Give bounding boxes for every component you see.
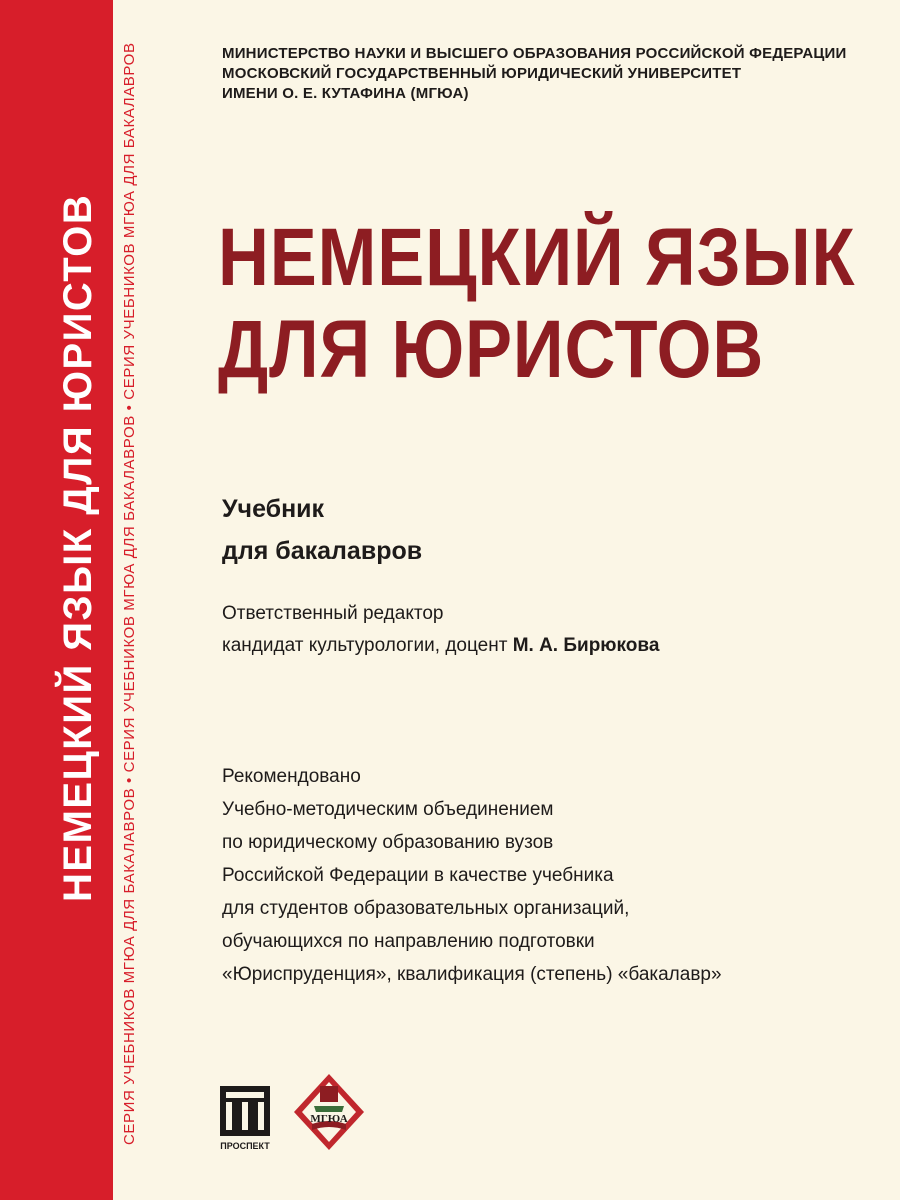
editor-degree: кандидат культурологии, доцент xyxy=(222,635,508,656)
recommendation-line: обучающихся по направлению подготовки xyxy=(222,931,595,952)
book-title-line-2: ДЛЯ ЮРИСТОВ xyxy=(218,304,765,395)
recommendation-line: Учебно-методическим объединением xyxy=(222,799,554,820)
book-subtitle xyxy=(222,488,422,572)
org-ministry: МИНИСТЕРСТВО НАУКИ И ВЫСШЕГО ОБРАЗОВАНИЯ РОССИЙСКОЙ ФЕДЕРАЦИИ xyxy=(222,45,847,62)
book-title-line-1: НЕМЕЦКИЙ ЯЗЫК xyxy=(218,212,856,303)
series-text-left: СЕРИЯ УЧЕБНИКОВ МГЮА ДЛЯ БАКАЛАВРОВ • СЕРИЯ УЧЕБНИКОВ МГЮА ДЛЯ БАКАЛАВРОВ • СЕРИЯ УЧЕБНИКОВ МГЮА ДЛЯ БАКАЛАВРОВ xyxy=(121,42,138,1145)
editor-name: М. А. Бирюкова xyxy=(512,635,660,656)
org-named-after: ИМЕНИ О. Е. КУТАФИНА (МГЮА) xyxy=(222,85,469,102)
prospekt-logo xyxy=(212,1082,278,1154)
subtitle-line-2: для бакалавров xyxy=(222,537,423,565)
prospekt-label: ПРОСПЕКТ xyxy=(220,1141,270,1151)
mgua-label: МГЮА xyxy=(310,1113,348,1125)
editor-credit xyxy=(222,630,659,662)
editor-role: Ответственный редактор xyxy=(222,603,444,624)
recommendation-line: Российской Федерации в качестве учебника xyxy=(222,865,614,886)
recommendation-line: Рекомендовано xyxy=(222,766,361,787)
recommendation-line: «Юриспруденция», квалификация (степень) «бакалавр» xyxy=(222,964,722,985)
spine-title: НЕМЕЦКИЙ ЯЗЫК ДЛЯ ЮРИСТОВ xyxy=(56,193,100,902)
org-university: МОСКОВСКИЙ ГОСУДАРСТВЕННЫЙ ЮРИДИЧЕСКИЙ УНИВЕРСИТЕТ xyxy=(222,65,742,82)
subtitle-line-1: Учебник xyxy=(222,495,325,523)
book-title xyxy=(218,212,855,396)
recommendation-line: по юридическому образованию вузов xyxy=(222,832,554,853)
spine-band xyxy=(0,0,113,1200)
recommendation-line: для студентов образовательных организаций, xyxy=(222,898,630,919)
series-strip xyxy=(113,0,151,1200)
editor-block xyxy=(222,598,659,662)
mgua-emblem xyxy=(292,1072,366,1156)
organization-header xyxy=(222,44,846,104)
recommendation-block xyxy=(222,760,722,991)
